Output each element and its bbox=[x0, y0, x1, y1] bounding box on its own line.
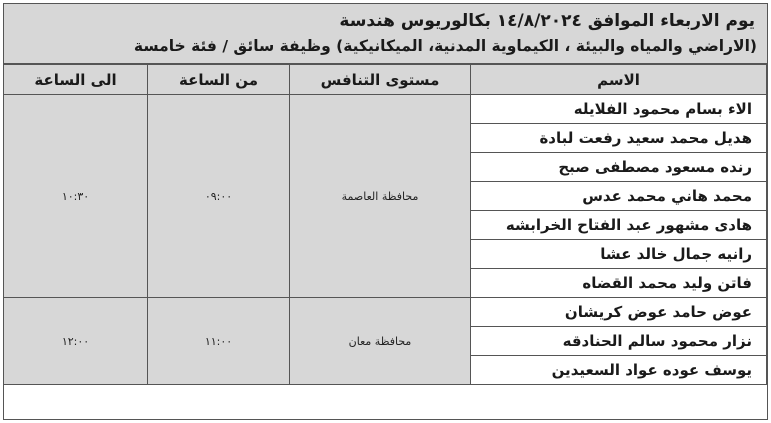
schedule-sheet bbox=[3, 3, 768, 420]
column-header-name: الاسم bbox=[471, 65, 767, 95]
to-time: ١٢:٠٠ bbox=[61, 334, 90, 348]
candidate-name: هديل محمد سعيد رفعت لبادة bbox=[471, 124, 767, 153]
competition-level-cell bbox=[290, 95, 471, 298]
to-time: ١٠:٣٠ bbox=[61, 189, 90, 203]
from-time: ١١:٠٠ bbox=[204, 334, 233, 348]
candidate-name: رنده مسعود مصطفى صبح bbox=[471, 153, 767, 182]
header-title-line1: يوم الاربعاء الموافق ١٤/٨/٢٠٢٤ بكالوريوس هندسة bbox=[339, 11, 755, 31]
to-time-cell bbox=[4, 298, 148, 385]
column-header-level: مستوى التنافس bbox=[290, 65, 471, 95]
header-title-line2: (الاراضي والمياه والبيئة ، الكيماوية المدنية، الميكانيكية) وظيفة سائق / فئة خامسة bbox=[133, 37, 757, 55]
column-header-from: من الساعة bbox=[148, 65, 290, 95]
candidate-name: عوض حامد عوض كريشان bbox=[471, 298, 767, 327]
table-row bbox=[4, 95, 767, 124]
candidate-name: فاتن وليد محمد القضاه bbox=[471, 269, 767, 298]
competition-level-cell bbox=[290, 298, 471, 385]
schedule-table bbox=[3, 64, 767, 385]
from-time-cell bbox=[148, 95, 290, 298]
competition-level: محافظة معان bbox=[348, 334, 412, 348]
table-row bbox=[4, 298, 767, 327]
candidate-name: هادى مشهور عبد الفتاح الخرابشه bbox=[471, 211, 767, 240]
candidate-name: محمد هاني محمد عدس bbox=[471, 182, 767, 211]
to-time-cell bbox=[4, 95, 148, 298]
schedule-header bbox=[4, 4, 767, 64]
column-header-to: الى الساعة bbox=[4, 65, 148, 95]
candidate-name: نزار محمود سالم الحنادقه bbox=[471, 327, 767, 356]
competition-level: محافظة العاصمة bbox=[341, 189, 419, 203]
candidate-name: يوسف عوده عواد السعيدين bbox=[471, 356, 767, 385]
table-header-row bbox=[4, 65, 767, 95]
candidate-name: الاء بسام محمود الفلايله bbox=[471, 95, 767, 124]
from-time: ٠٩:٠٠ bbox=[204, 189, 233, 203]
from-time-cell bbox=[148, 298, 290, 385]
candidate-name: رانيه جمال خالد عشا bbox=[471, 240, 767, 269]
